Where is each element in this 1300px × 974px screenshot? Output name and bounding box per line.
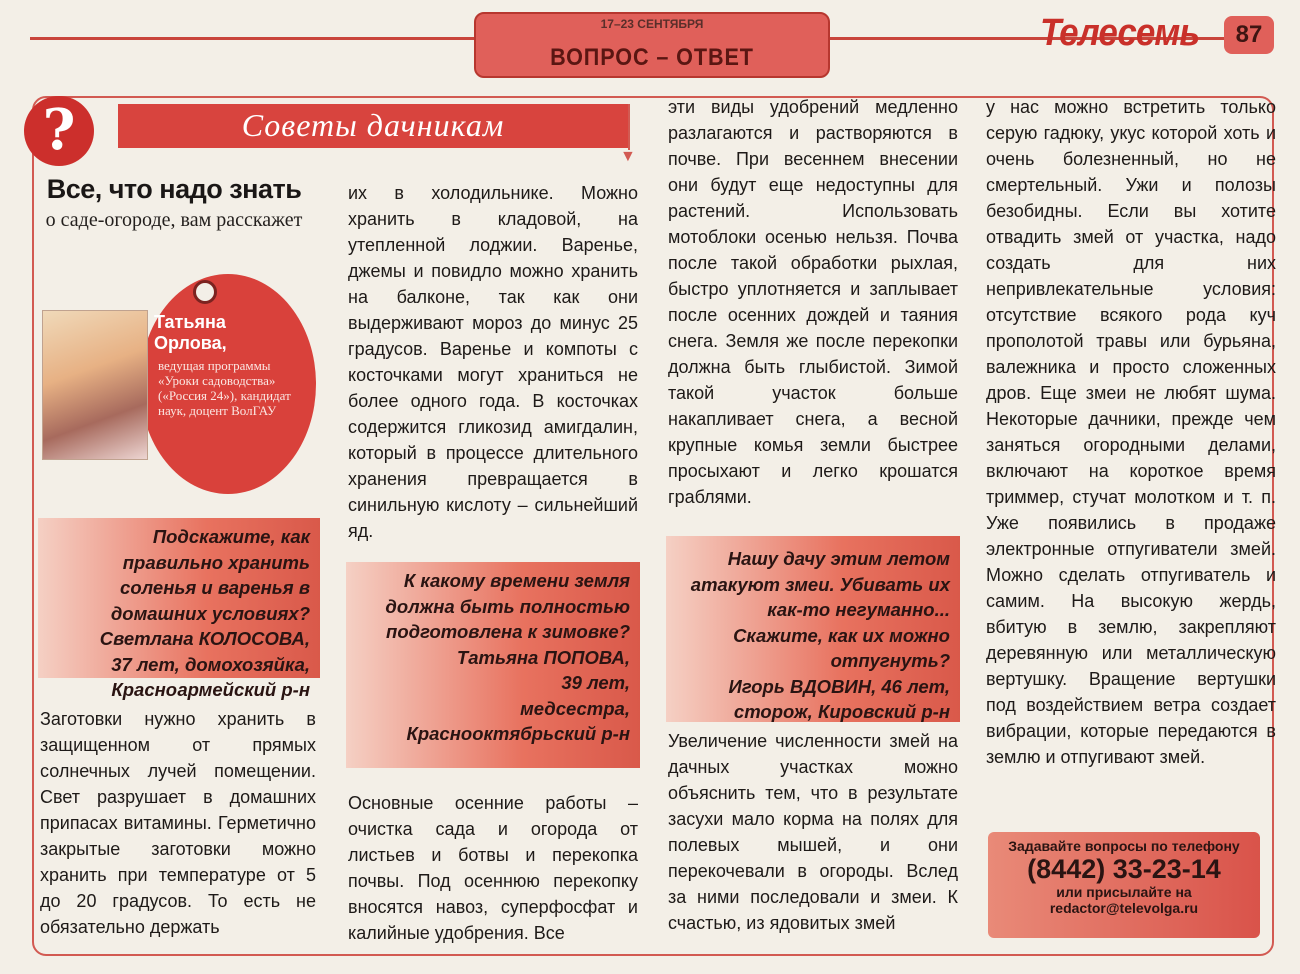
- publication-logo: Телесемь: [1040, 12, 1200, 54]
- answer-2-start: Основные осенние работы – очистка сада и огорода от листьев и ботвы и перекопка почвы. Под осеннюю перекопку вносятся навоз, суперфосфат и калийные удобрения. Все: [348, 793, 638, 943]
- question-author: Татьяна ПОПОВА,: [456, 646, 630, 668]
- answer-3-end: у нас можно встретить только серую гадюку, укус которой хоть и очень болезненный, но не смертельный. Ужи и полозы безобидны. Если вы хотите отвадить змей от участка, надо создать для них непривлекательные условия: отсутствие всякого рода куч прополотой травы или бурьяна, валежника и просто сложенных дров. Еще змеи не любят шума. Некоторые дачники, прежде чем заняться огородными делами, включают на короткое время триммер, стучат молотком и т. п. Уже появились в продаже электронные отпугиватели змей. Можно сделать отпугиватель и самим. На высокую жердь, вбитую в землю, закрепляют деревянную или металлическую вертушку. Вращение вертушки под воздействием ветра создает вибрации, которые передаются в землю и отпугивают змей.: [986, 97, 1276, 767]
- contact-email-link[interactable]: redactor@televolga.ru: [1049, 900, 1199, 916]
- question-author-job: медсестра,: [520, 697, 630, 719]
- arrow-down-icon: ▼: [620, 148, 636, 165]
- question-author-region: Краснооктябрьский р-н: [406, 723, 630, 744]
- expert-name: [154, 312, 274, 354]
- question-box-2: [346, 562, 640, 768]
- contact-alt-prompt: или присылайте на: [1056, 884, 1192, 900]
- question-author: Светлана КОЛОСОВА,: [99, 628, 310, 649]
- question-text: Подскажите, как правильно хранить соленья и варенья в домашних условиях?: [110, 526, 310, 624]
- contact-prompt: Задавайте вопросы по телефону: [1008, 838, 1240, 854]
- question-mark-icon: ?: [24, 96, 94, 166]
- answer-1-start: Заготовки нужно хранить в защищенном от прямых солнечных лучей помещении. Свет разрушает в домашних припасах витамины. Герметично закрытые заготовки можно хранить при температуре от 5 до 20 градусов. То есть не обязательно держать: [40, 709, 316, 937]
- article-headline: Все, что надо знать: [46, 174, 302, 204]
- contact-box: [988, 832, 1260, 938]
- question-author-details: 39 лет,: [561, 672, 630, 693]
- answer-3-start: Увеличение численности змей на дачных участках можно объяснить тем, что в результате засухи мало корма на полях для полевых мышей, и они перекочевали в огороды. Вслед за ними последовали и змеи. К счастью, из ядовитых змей: [668, 731, 958, 933]
- article-subheadline: о саде-огороде, вам расскажет: [45, 209, 303, 231]
- question-text: Нашу дачу этим летом атакуют змеи. Убивать их как-то негуманно... Скажите, как их можно отпугнуть?: [690, 548, 950, 671]
- question-author-details: 37 лет, домохозяйка,: [111, 653, 310, 675]
- contact-phone[interactable]: (8442) 33-23-14: [1027, 854, 1221, 884]
- issue-date: 17–23 СЕНТЯБРЯ: [600, 17, 704, 31]
- expert-description: ведущая программы «Уроки садоводства» («Россия 24»), кандидат наук, доцент ВолГАУ: [158, 358, 291, 418]
- section-title: Советы дачникам: [118, 104, 628, 148]
- expert-name-text: Татьяна Орлова,: [154, 312, 227, 353]
- banner-connector: [628, 104, 630, 150]
- answer-2-end: эти виды удобрений медленно разлагаются и растворяются в почве. При весеннем внесении они будут еще недоступны для растений. Использовать мотоблоки осенью нельзя. Почва после такой обработки рыхлая, быстро уплотняется и заплывает после осенних дождей и таяния снега. Земля же после перекопки должна быть глыбистой. Зимой такой участок больше накапливает снега, а весной крупные комья земли быстрее просыхают и легко крошатся граблями.: [668, 97, 958, 507]
- badge-hole: [193, 280, 217, 304]
- question-author-region: Красноармейский р-н: [111, 679, 310, 700]
- page-number: 87: [1224, 16, 1274, 54]
- question-box-1: [38, 518, 320, 700]
- expert-photo: [42, 310, 148, 460]
- rubric-tab: [474, 12, 830, 78]
- rubric-title: ВОПРОС – ОТВЕТ: [550, 44, 754, 71]
- question-box-3: [666, 536, 960, 722]
- question-text: К какому времени земля должна быть полностью подготовлена к зимовке?: [385, 570, 630, 642]
- answer-1-end: их в холодильнике. Можно хранить в кладовой, на утепленной лоджии. Варенье, джемы и повидло можно хранить на балконе, так как они выдерживают мороз до минус 25 градусов. Варенье и компоты с косточками могут храниться не более одного года. В косточках содержится гликозид амигдалин, который в процессе длительного хранения превращается в синильную кислоту – сильнейший яд.: [348, 183, 638, 541]
- question-author: Игорь ВДОВИН, 46 лет, сторож, Кировский р-н: [728, 675, 950, 722]
